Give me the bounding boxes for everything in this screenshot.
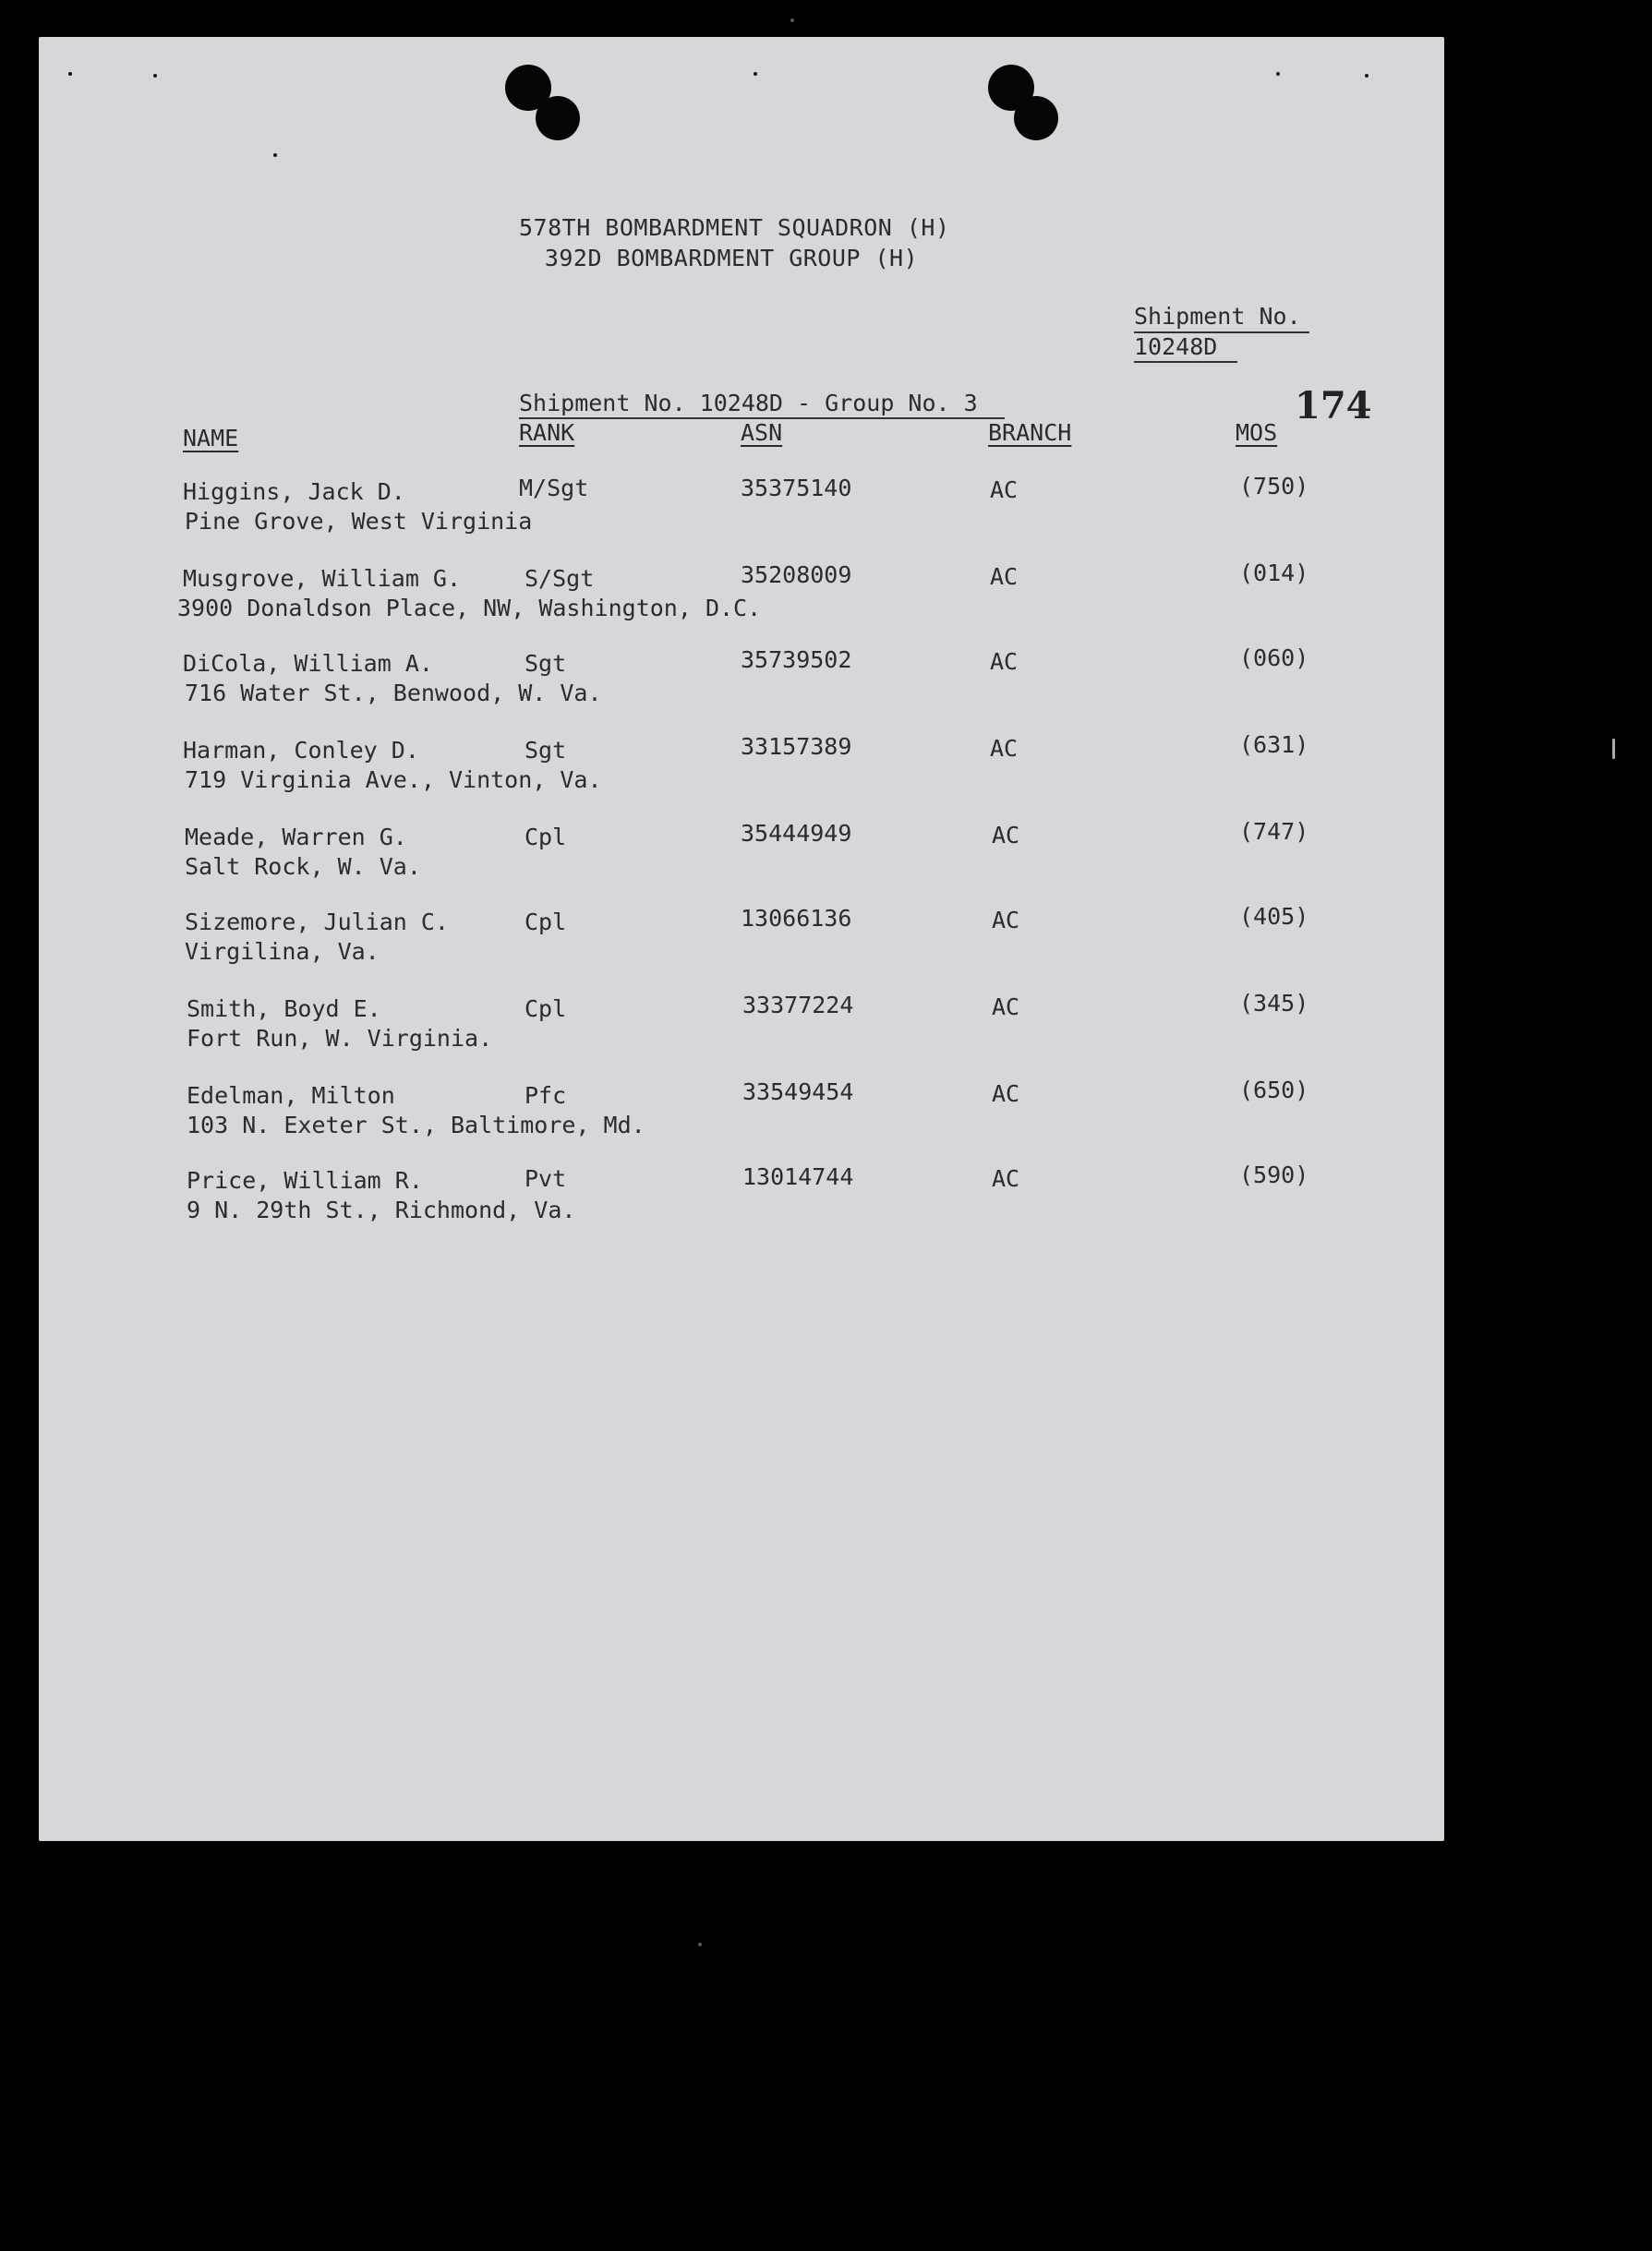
- speck: [1276, 72, 1280, 76]
- speck: [68, 72, 72, 76]
- punch-hole-left-lower: [536, 96, 580, 140]
- personnel-entry: [39, 1077, 1444, 1165]
- entry-address: Fort Run, W. Virginia.: [187, 1025, 493, 1052]
- personnel-entry: [39, 990, 1444, 1078]
- entry-mos: (405): [1239, 903, 1309, 930]
- entry-name: Musgrove, William G.: [183, 565, 462, 592]
- entry-branch: AC: [992, 1080, 1020, 1107]
- speck: [1365, 74, 1369, 78]
- entry-rank: Pfc: [525, 1082, 567, 1109]
- entry-name: DiCola, William A.: [183, 650, 433, 677]
- entry-rank: Cpl: [525, 909, 567, 935]
- entry-mos: (750): [1239, 473, 1309, 500]
- column-header-asn: ASN: [741, 419, 783, 446]
- entry-rank: Cpl: [525, 995, 567, 1022]
- entry-asn: 13014744: [742, 1163, 854, 1190]
- entry-address: Salt Rock, W. Va.: [185, 853, 421, 880]
- entry-name: Edelman, Milton: [187, 1082, 395, 1109]
- entry-address: 103 N. Exeter St., Baltimore, Md.: [187, 1112, 645, 1138]
- entry-branch: AC: [990, 476, 1019, 503]
- entry-asn: 35375140: [741, 475, 852, 501]
- entry-rank: Cpl: [525, 824, 567, 850]
- entry-mos: (345): [1239, 990, 1309, 1017]
- page-number: 174: [1295, 384, 1372, 427]
- entry-name: Smith, Boyd E.: [187, 995, 381, 1022]
- entry-name: Price, William R.: [187, 1167, 423, 1194]
- entry-branch: AC: [992, 822, 1020, 849]
- column-header-mos: MOS: [1236, 419, 1278, 446]
- entry-address: 716 Water St., Benwood, W. Va.: [185, 680, 602, 706]
- entry-name: Sizemore, Julian C.: [185, 909, 449, 935]
- shipment-label: Shipment No.: [1134, 303, 1309, 333]
- personnel-entry: [39, 644, 1444, 733]
- entry-asn: 33157389: [741, 733, 852, 760]
- entry-address: 719 Virginia Ave., Vinton, Va.: [185, 766, 602, 793]
- column-header-name: NAME: [183, 425, 239, 451]
- entry-mos: (631): [1239, 731, 1309, 758]
- squadron-heading: 578TH BOMBARDMENT SQUADRON (H): [519, 214, 950, 241]
- entry-asn: 33377224: [742, 992, 854, 1018]
- entry-name: Meade, Warren G.: [185, 824, 407, 850]
- entry-mos: (060): [1239, 644, 1309, 671]
- speck: [790, 18, 794, 22]
- personnel-entry: [39, 731, 1444, 820]
- speck: [1612, 739, 1615, 759]
- personnel-entry: [39, 473, 1444, 561]
- entry-rank: M/Sgt: [519, 475, 589, 501]
- entry-asn: 35444949: [741, 820, 852, 847]
- document-page: [39, 37, 1444, 1841]
- speck: [273, 153, 277, 157]
- entry-asn: 35739502: [741, 646, 852, 673]
- speck: [698, 1943, 702, 1946]
- shipment-box: [1134, 303, 1309, 363]
- personnel-entry: [39, 903, 1444, 992]
- punch-hole-right-lower: [1014, 96, 1058, 140]
- entry-mos: (747): [1239, 818, 1309, 845]
- entry-branch: AC: [990, 563, 1019, 590]
- column-header-rank: RANK: [519, 419, 575, 446]
- speck: [153, 74, 157, 78]
- speck: [754, 72, 757, 76]
- entry-address: Pine Grove, West Virginia: [185, 508, 533, 535]
- entry-branch: AC: [992, 907, 1020, 933]
- entry-address: 9 N. 29th St., Richmond, Va.: [187, 1197, 576, 1223]
- column-header-branch: BRANCH: [988, 419, 1072, 446]
- personnel-entry: [39, 818, 1444, 907]
- entry-branch: AC: [990, 648, 1019, 675]
- group-title: Shipment No. 10248D - Group No. 3: [519, 390, 1005, 419]
- entry-mos: (014): [1239, 560, 1309, 586]
- shipment-number: 10248D: [1134, 333, 1237, 363]
- personnel-entry: [39, 1162, 1444, 1250]
- entry-rank: S/Sgt: [525, 565, 595, 592]
- entry-mos: (650): [1239, 1077, 1309, 1103]
- entry-rank: Sgt: [525, 737, 567, 764]
- entry-rank: Sgt: [525, 650, 567, 677]
- entry-name: Higgins, Jack D.: [183, 478, 405, 505]
- entry-address: 3900 Donaldson Place, NW, Washington, D.C.: [177, 595, 762, 621]
- entry-asn: 35208009: [741, 561, 852, 588]
- entry-branch: AC: [992, 993, 1020, 1020]
- entry-branch: AC: [990, 735, 1019, 762]
- entry-address: Virgilina, Va.: [185, 938, 380, 965]
- entry-name: Harman, Conley D.: [183, 737, 419, 764]
- group-heading: 392D BOMBARDMENT GROUP (H): [544, 245, 919, 271]
- entry-asn: 13066136: [741, 905, 852, 932]
- entry-mos: (590): [1239, 1162, 1309, 1188]
- entry-asn: 33549454: [742, 1078, 854, 1105]
- entry-rank: Pvt: [525, 1165, 567, 1192]
- personnel-entry: [39, 560, 1444, 648]
- entry-branch: AC: [992, 1165, 1020, 1192]
